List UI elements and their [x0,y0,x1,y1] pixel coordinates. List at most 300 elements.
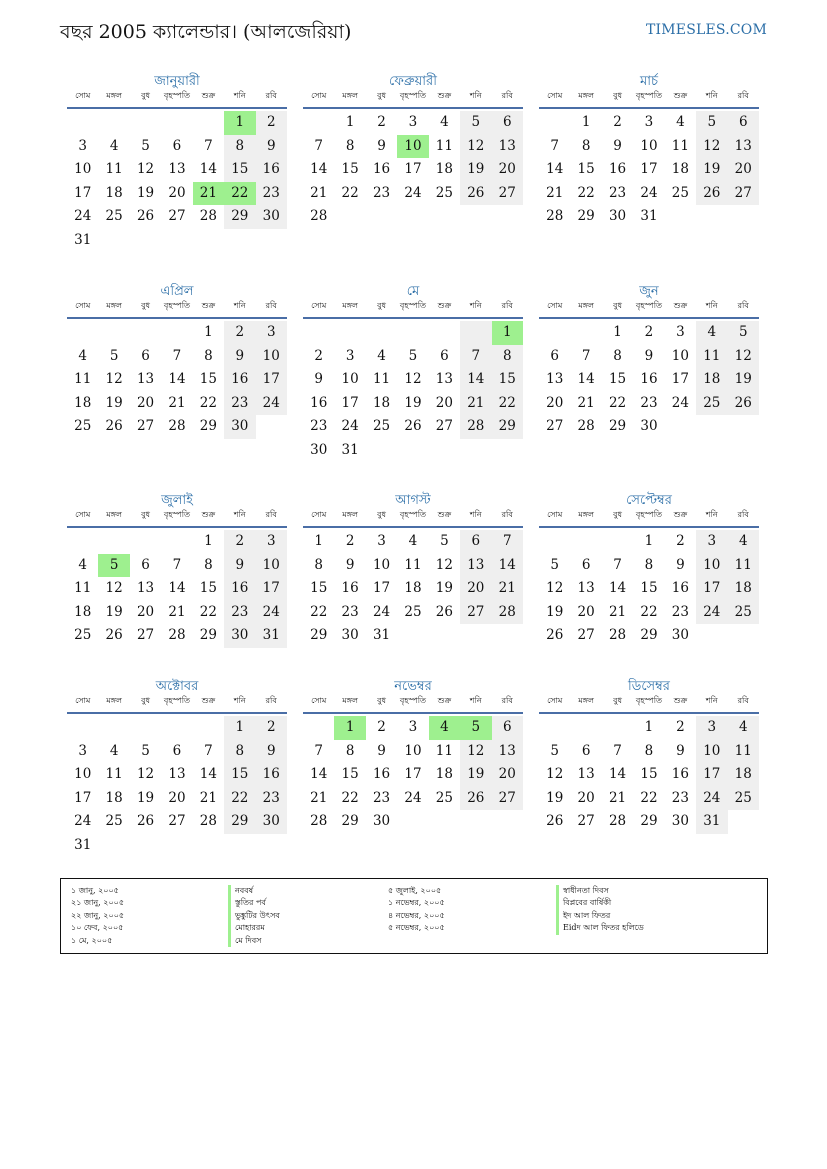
day-cell[interactable]: 6 [581,742,591,759]
day-cell[interactable]: 11 [696,345,727,369]
day-cell[interactable]: 23 [224,601,255,625]
day-cell[interactable]: 29 [224,810,255,834]
day-cell[interactable]: 14 [492,554,523,578]
day-cell[interactable]: 23 [224,392,255,416]
day-cell[interactable]: 24 [372,603,391,620]
day-cell[interactable]: 3 [345,347,355,364]
day-cell[interactable]: 10 [696,554,727,578]
day-cell[interactable]: 2 [644,324,654,340]
day-cell[interactable]: 25 [435,789,453,806]
day-cell[interactable]: 16 [256,158,287,182]
day-cell[interactable]: 9 [676,556,685,573]
day-cell[interactable]: 20 [577,603,595,620]
day-cell[interactable]: 8 [581,137,591,154]
day-cell[interactable]: 19 [105,603,123,620]
day-cell[interactable]: 19 [696,158,727,182]
day-cell[interactable]: 24 [256,601,287,625]
day-cell[interactable]: 12 [136,766,155,782]
day-cell[interactable]: 25 [404,603,422,620]
day-cell[interactable]: 27 [168,208,186,224]
day-cell[interactable]: 5 [141,742,150,759]
day-cell[interactable]: 24 [671,394,689,411]
day-cell[interactable]: 3 [408,114,418,130]
day-cell[interactable]: 8 [204,347,213,364]
day-cell[interactable]: 13 [136,580,155,596]
day-cell[interactable]: 15 [199,580,217,596]
day-cell[interactable]: 26 [435,603,453,620]
day-cell[interactable]: 27 [577,813,595,829]
day-cell[interactable]: 22 [608,394,627,411]
day-cell[interactable]: 19 [728,368,759,392]
day-cell[interactable]: 22 [199,394,217,411]
day-cell[interactable]: 25 [728,787,759,811]
day-cell[interactable]: 30 [256,205,287,229]
day-cell[interactable]: 7 [172,556,182,573]
brand-link[interactable]: TIMESLES.COM [646,22,767,38]
day-cell[interactable]: 1 [314,533,323,549]
day-cell[interactable]: 19 [136,184,155,201]
day-cell[interactable]: 10 [74,161,92,177]
day-cell[interactable]: 29 [640,813,658,829]
day-cell[interactable]: 1 [581,114,591,130]
day-cell[interactable]: 19 [546,789,564,806]
day-cell[interactable]: 29 [492,415,523,439]
day-cell[interactable]: 28 [168,627,186,643]
day-cell[interactable]: 20 [492,763,523,787]
day-cell[interactable]: 24 [341,418,359,434]
day-cell[interactable]: 11 [728,554,759,578]
day-cell[interactable]: 10 [696,740,727,764]
day-cell[interactable]: 7 [550,137,559,154]
day-cell[interactable]: 26 [460,787,491,811]
day-cell[interactable]: 11 [105,766,123,782]
day-cell[interactable]: 12 [546,580,564,596]
day-cell[interactable]: 4 [676,114,685,130]
day-cell[interactable]: 12 [546,766,564,782]
day-cell[interactable]: 22 [492,392,523,416]
day-cell[interactable]: 21 [577,394,595,411]
day-cell[interactable]: 22 [224,787,255,811]
day-cell[interactable]: 18 [671,161,689,177]
day-cell[interactable]: 28 [577,418,595,434]
day-cell[interactable]: 2 [224,530,255,554]
day-cell[interactable]: 7 [492,530,523,554]
day-cell[interactable]: 28 [310,813,328,829]
day-cell[interactable]: 23 [256,182,287,206]
day-cell[interactable]: 3 [256,321,287,345]
day-cell[interactable]: 16 [640,371,658,387]
day-cell[interactable]: 3 [408,719,418,735]
day-cell[interactable]: 29 [310,627,328,643]
day-cell[interactable]: 31 [256,624,287,648]
day-cell[interactable]: 23 [310,418,328,434]
day-cell[interactable]: 30 [341,627,359,643]
day-cell[interactable]: 13 [546,371,564,387]
day-cell[interactable]: 7 [172,347,182,364]
day-cell[interactable]: 31 [74,836,92,853]
day-cell[interactable]: 8 [644,742,654,759]
day-cell[interactable]: 10 [256,554,287,578]
day-cell[interactable]: 31 [341,441,359,458]
day-cell[interactable]: 12 [728,345,759,369]
day-cell[interactable]: 16 [256,763,287,787]
day-cell[interactable]: 8 [224,135,255,159]
day-cell[interactable]: 15 [224,158,255,182]
day-cell[interactable]: 1 [204,533,213,549]
day-cell[interactable]: 28 [460,415,491,439]
day-cell[interactable]: 6 [440,347,449,364]
day-cell[interactable]: 7 [613,556,622,573]
day-cell[interactable]: 21 [193,182,224,206]
day-cell[interactable]: 9 [224,554,255,578]
day-cell[interactable]: 10 [74,766,92,782]
day-cell[interactable]: 1 [492,321,523,345]
day-cell[interactable]: 3 [377,533,386,549]
day-cell[interactable]: 10 [256,345,287,369]
day-cell[interactable]: 15 [341,766,359,782]
day-cell[interactable]: 8 [345,137,355,154]
day-cell[interactable]: 13 [435,371,453,387]
day-cell[interactable]: 20 [460,577,491,601]
day-cell[interactable]: 19 [136,789,155,806]
day-cell[interactable]: 14 [168,371,186,387]
day-cell[interactable]: 5 [550,742,559,759]
day-cell[interactable]: 17 [696,763,727,787]
day-cell[interactable]: 18 [435,766,453,782]
day-cell[interactable]: 12 [460,740,491,764]
day-cell[interactable]: 18 [372,394,391,411]
day-cell[interactable]: 9 [377,137,386,154]
day-cell[interactable]: 14 [546,161,564,177]
day-cell[interactable]: 30 [224,415,255,439]
day-cell[interactable]: 29 [341,813,359,829]
day-cell[interactable]: 4 [109,137,119,154]
day-cell[interactable]: 4 [728,716,759,740]
day-cell[interactable]: 26 [136,813,155,829]
day-cell[interactable]: 10 [341,371,359,387]
day-cell[interactable]: 2 [256,716,287,740]
day-cell[interactable]: 4 [78,347,87,364]
day-cell[interactable]: 2 [345,533,355,549]
day-cell[interactable]: 25 [105,813,123,829]
day-cell[interactable]: 16 [224,577,255,601]
day-cell[interactable]: 25 [74,418,92,434]
day-cell[interactable]: 2 [256,111,287,135]
day-cell[interactable]: 31 [372,627,391,643]
day-cell[interactable]: 3 [696,530,727,554]
day-cell[interactable]: 15 [492,368,523,392]
day-cell[interactable]: 26 [105,418,123,434]
day-cell[interactable]: 6 [492,111,523,135]
day-cell[interactable]: 22 [224,182,255,206]
day-cell[interactable]: 21 [460,392,491,416]
day-cell[interactable]: 16 [341,580,359,596]
day-cell[interactable]: 18 [435,161,453,177]
day-cell[interactable]: 8 [224,740,255,764]
day-cell[interactable]: 9 [377,742,386,759]
day-cell[interactable]: 30 [640,418,658,434]
day-cell[interactable]: 6 [728,111,759,135]
day-cell[interactable]: 16 [608,161,627,177]
day-cell[interactable]: 3 [78,742,87,759]
day-cell[interactable]: 14 [577,371,595,387]
day-cell[interactable]: 25 [671,184,689,201]
day-cell[interactable]: 21 [310,789,328,806]
day-cell[interactable]: 1 [644,719,654,735]
day-cell[interactable]: 26 [728,392,759,416]
day-cell[interactable]: 16 [310,394,328,411]
day-cell[interactable]: 18 [404,580,422,596]
day-cell[interactable]: 17 [341,394,359,411]
day-cell[interactable]: 11 [435,137,453,154]
day-cell[interactable]: 12 [460,135,491,159]
day-cell[interactable]: 22 [640,603,658,620]
day-cell[interactable]: 28 [492,601,523,625]
day-cell[interactable]: 8 [644,556,654,573]
day-cell[interactable]: 28 [310,208,328,224]
day-cell[interactable]: 17 [640,161,658,177]
day-cell[interactable]: 20 [136,394,155,411]
day-cell[interactable]: 21 [199,789,217,806]
day-cell[interactable]: 1 [204,324,213,340]
day-cell[interactable]: 17 [372,580,391,596]
day-cell[interactable]: 7 [204,742,213,759]
day-cell[interactable]: 17 [74,789,92,806]
day-cell[interactable]: 20 [577,789,595,806]
day-cell[interactable]: 18 [728,577,759,601]
day-cell[interactable]: 15 [608,371,627,387]
day-cell[interactable]: 21 [608,603,627,620]
day-cell[interactable]: 21 [310,184,328,201]
day-cell[interactable]: 27 [546,418,564,434]
day-cell[interactable]: 8 [204,556,213,573]
day-cell[interactable]: 16 [372,766,391,782]
day-cell[interactable]: 10 [671,347,689,364]
day-cell[interactable]: 15 [577,161,595,177]
day-cell[interactable]: 18 [74,394,92,411]
day-cell[interactable]: 27 [728,182,759,206]
day-cell[interactable]: 27 [577,627,595,643]
day-cell[interactable]: 24 [74,208,92,224]
day-cell[interactable]: 10 [404,742,422,759]
day-cell[interactable]: 28 [608,813,627,829]
day-cell[interactable]: 28 [168,418,186,434]
day-cell[interactable]: 2 [676,719,685,735]
day-cell[interactable]: 12 [105,371,123,387]
day-cell[interactable]: 18 [696,368,727,392]
day-cell[interactable]: 10 [372,556,391,573]
day-cell[interactable]: 9 [224,345,255,369]
day-cell[interactable]: 27 [168,813,186,829]
day-cell[interactable]: 30 [256,810,287,834]
day-cell[interactable]: 6 [581,556,591,573]
day-cell[interactable]: 9 [676,742,685,759]
day-cell[interactable]: 13 [577,580,595,596]
day-cell[interactable]: 24 [404,789,422,806]
day-cell[interactable]: 20 [435,394,453,411]
day-cell[interactable]: 2 [377,114,386,130]
day-cell[interactable]: 12 [696,135,727,159]
day-cell[interactable]: 27 [136,418,155,434]
day-cell[interactable]: 12 [435,556,453,573]
day-cell[interactable]: 14 [608,766,627,782]
day-cell[interactable]: 2 [613,114,622,130]
day-cell[interactable]: 11 [728,740,759,764]
day-cell[interactable]: 28 [546,208,564,224]
day-cell[interactable]: 31 [696,810,727,834]
day-cell[interactable]: 6 [141,556,150,573]
day-cell[interactable]: 7 [314,137,323,154]
day-cell[interactable]: 21 [608,789,627,806]
day-cell[interactable]: 20 [168,184,186,201]
day-cell[interactable]: 17 [404,766,422,782]
day-cell[interactable]: 15 [640,766,658,782]
day-cell[interactable]: 30 [310,441,328,458]
day-cell[interactable]: 25 [74,627,92,643]
day-cell[interactable]: 25 [728,601,759,625]
day-cell[interactable]: 4 [440,114,449,130]
day-cell[interactable]: 23 [372,184,391,201]
day-cell[interactable]: 4 [377,347,386,364]
day-cell[interactable]: 17 [74,184,92,201]
day-cell[interactable]: 14 [168,580,186,596]
day-cell[interactable]: 23 [671,789,689,806]
day-cell[interactable]: 14 [608,580,627,596]
day-cell[interactable]: 27 [492,787,523,811]
day-cell[interactable]: 18 [105,184,123,201]
day-cell[interactable]: 11 [372,371,391,387]
day-cell[interactable]: 21 [492,577,523,601]
day-cell[interactable]: 13 [168,161,186,177]
day-cell[interactable]: 13 [168,766,186,782]
day-cell[interactable]: 29 [608,418,627,434]
day-cell[interactable]: 31 [74,231,92,248]
day-cell[interactable]: 2 [224,321,255,345]
day-cell[interactable]: 1 [613,324,622,340]
day-cell[interactable]: 28 [199,208,217,224]
day-cell[interactable]: 13 [492,740,523,764]
day-cell[interactable]: 30 [671,627,689,643]
day-cell[interactable]: 22 [640,789,658,806]
day-cell[interactable]: 12 [404,371,422,387]
day-cell[interactable]: 4 [696,321,727,345]
day-cell[interactable]: 17 [696,577,727,601]
day-cell[interactable]: 21 [168,394,186,411]
day-cell[interactable]: 9 [644,347,654,364]
day-cell[interactable]: 29 [199,418,217,434]
day-cell[interactable]: 23 [608,184,627,201]
day-cell[interactable]: 24 [640,184,658,201]
day-cell[interactable]: 7 [314,742,323,759]
day-cell[interactable]: 18 [74,603,92,620]
day-cell[interactable]: 14 [310,161,328,177]
day-cell[interactable]: 26 [105,627,123,643]
day-cell[interactable]: 25 [105,208,123,224]
day-cell[interactable]: 26 [546,813,564,829]
day-cell[interactable]: 14 [199,161,217,177]
day-cell[interactable]: 9 [314,371,323,387]
day-cell[interactable]: 6 [492,716,523,740]
day-cell[interactable]: 3 [256,530,287,554]
day-cell[interactable]: 10 [397,135,428,159]
day-cell[interactable]: 18 [728,763,759,787]
day-cell[interactable]: 15 [341,161,359,177]
day-cell[interactable]: 15 [310,580,328,596]
day-cell[interactable]: 7 [581,347,591,364]
day-cell[interactable]: 5 [141,137,150,154]
day-cell[interactable]: 5 [98,554,129,578]
day-cell[interactable]: 23 [372,789,391,806]
day-cell[interactable]: 6 [550,347,559,364]
day-cell[interactable]: 11 [74,580,92,596]
day-cell[interactable]: 4 [728,530,759,554]
day-cell[interactable]: 7 [460,345,491,369]
day-cell[interactable]: 31 [640,208,658,224]
day-cell[interactable]: 6 [141,347,150,364]
day-cell[interactable]: 20 [492,158,523,182]
day-cell[interactable]: 19 [105,394,123,411]
day-cell[interactable]: 21 [168,603,186,620]
day-cell[interactable]: 15 [640,580,658,596]
day-cell[interactable]: 15 [199,371,217,387]
day-cell[interactable]: 26 [546,627,564,643]
day-cell[interactable]: 4 [78,556,87,573]
day-cell[interactable]: 17 [671,371,689,387]
day-cell[interactable]: 28 [608,627,627,643]
day-cell[interactable]: 4 [109,742,119,759]
day-cell[interactable]: 22 [577,184,595,201]
day-cell[interactable]: 2 [676,533,685,549]
day-cell[interactable]: 14 [199,766,217,782]
day-cell[interactable]: 24 [696,601,727,625]
day-cell[interactable]: 5 [109,347,119,364]
day-cell[interactable]: 12 [136,161,155,177]
day-cell[interactable]: 7 [204,137,213,154]
day-cell[interactable]: 16 [671,766,689,782]
day-cell[interactable]: 21 [546,184,564,201]
day-cell[interactable]: 29 [577,208,595,224]
day-cell[interactable]: 8 [613,347,622,364]
day-cell[interactable]: 5 [460,716,491,740]
day-cell[interactable]: 18 [105,789,123,806]
day-cell[interactable]: 5 [440,533,449,549]
day-cell[interactable]: 26 [136,208,155,224]
day-cell[interactable]: 1 [644,533,654,549]
day-cell[interactable]: 5 [460,111,491,135]
day-cell[interactable]: 17 [256,368,287,392]
day-cell[interactable]: 27 [460,601,491,625]
day-cell[interactable]: 20 [136,603,155,620]
day-cell[interactable]: 2 [314,347,323,364]
day-cell[interactable]: 13 [460,554,491,578]
day-cell[interactable]: 6 [460,530,491,554]
day-cell[interactable]: 5 [728,321,759,345]
day-cell[interactable]: 5 [696,111,727,135]
day-cell[interactable]: 20 [168,789,186,806]
day-cell[interactable]: 9 [256,740,287,764]
day-cell[interactable]: 3 [644,114,654,130]
day-cell[interactable]: 19 [460,158,491,182]
day-cell[interactable]: 22 [341,184,359,201]
day-cell[interactable]: 20 [546,394,564,411]
day-cell[interactable]: 26 [696,182,727,206]
day-cell[interactable]: 13 [577,766,595,782]
day-cell[interactable]: 9 [345,556,355,573]
day-cell[interactable]: 8 [345,742,355,759]
day-cell[interactable]: 1 [345,114,355,130]
day-cell[interactable]: 23 [671,603,689,620]
day-cell[interactable]: 24 [256,392,287,416]
